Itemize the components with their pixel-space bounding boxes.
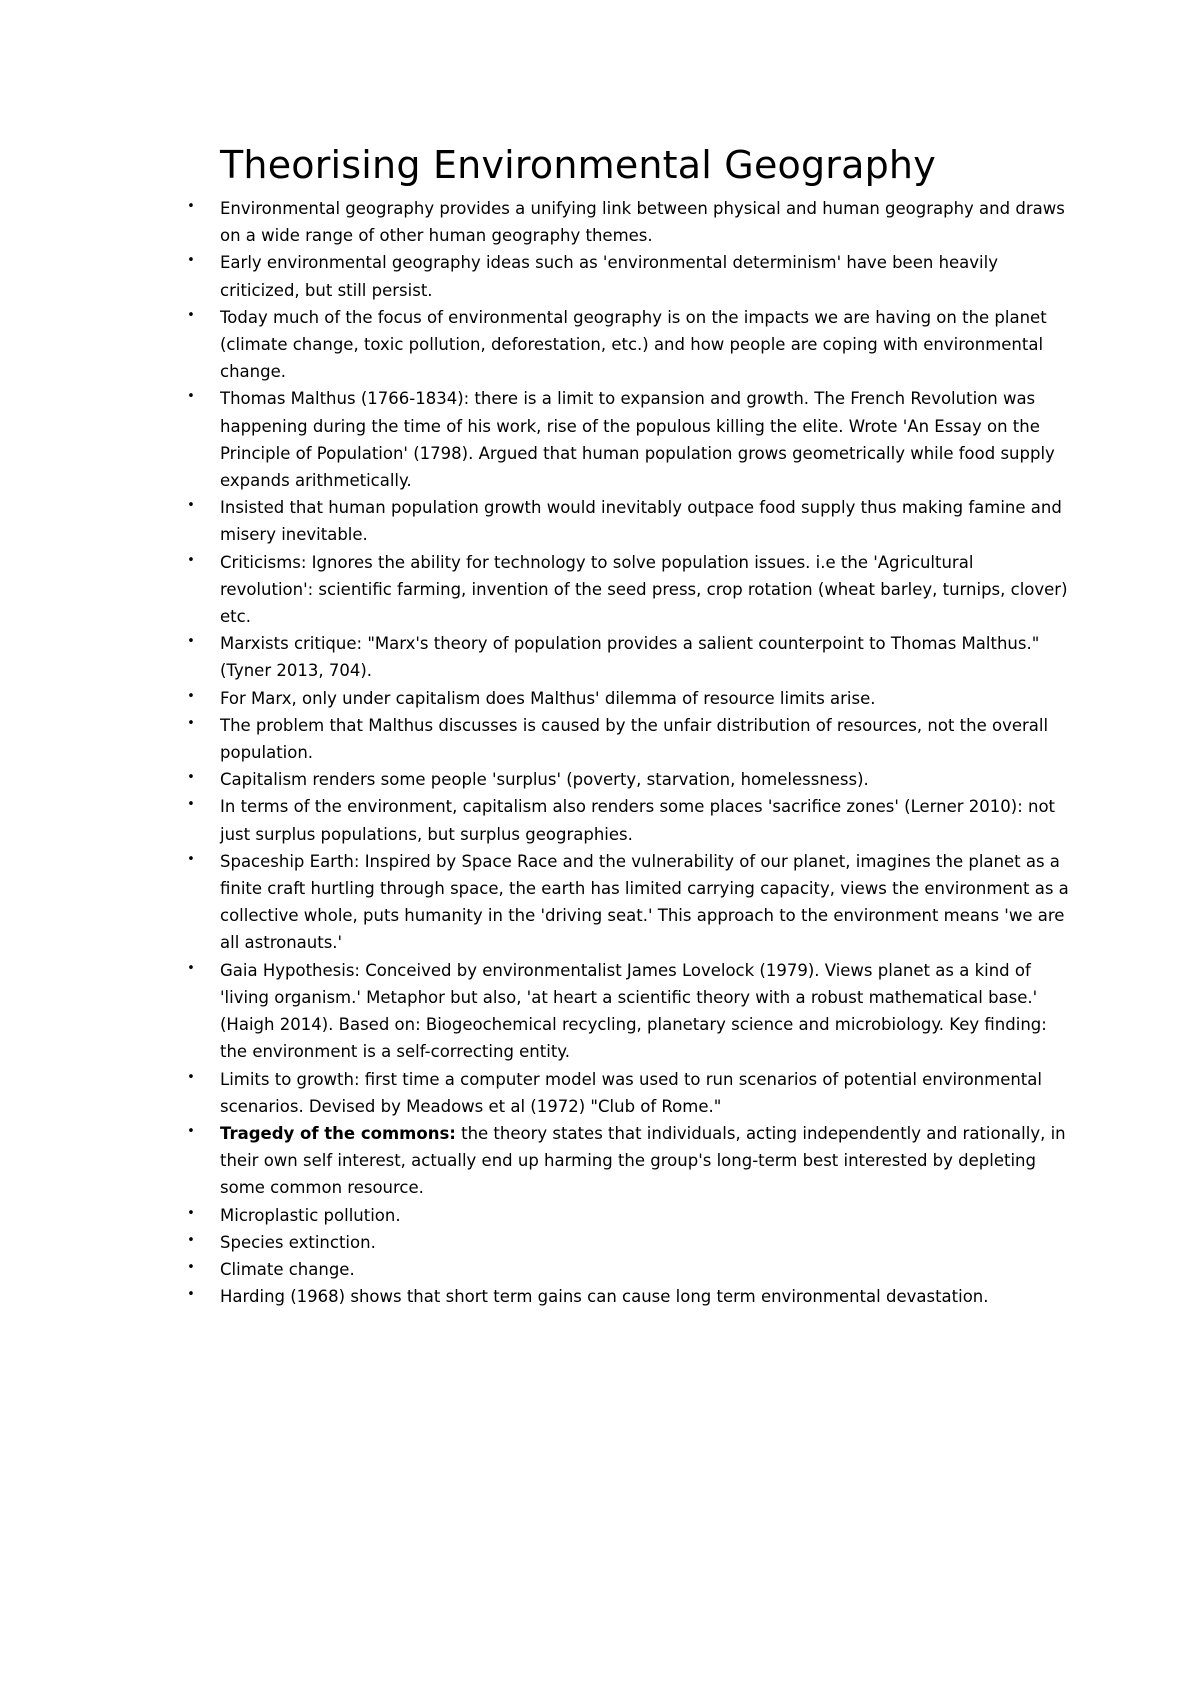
document-title: Theorising Environmental Geography <box>220 143 936 187</box>
bullet-dot-icon: • <box>187 851 195 867</box>
bullet-item <box>187 957 1070 1066</box>
bullet-text: The problem that Malthus discusses is caused by the unfair distribution of resources, not the overall population. <box>220 715 1049 763</box>
bullet-item <box>187 385 1070 494</box>
bullet-item <box>187 630 1070 684</box>
bullet-dot-icon: • <box>187 797 195 813</box>
bullet-text: Spaceship Earth: Inspired by Space Race and the vulnerability of our planet, imagines the planet as a finite craft hurtling through space, the earth has limited carrying capacity, views the environment as a collective whole, puts humanity in the 'driving seat.' This approach to the environment means 'we are all astronauts.' <box>220 851 1069 953</box>
bullet-dot-icon: • <box>187 634 195 650</box>
bullet-item <box>187 1229 1070 1256</box>
bullet-dot-icon: • <box>187 715 195 731</box>
bullet-item <box>187 793 1070 847</box>
bullet-dot-icon: • <box>187 960 195 976</box>
bullet-item <box>187 304 1070 386</box>
bullet-text: Early environmental geography ideas such as 'environmental determinism' have been heavily criticized, but still persist. <box>220 253 998 300</box>
bullet-dot-icon: • <box>187 498 195 514</box>
bullet-dot-icon: • <box>187 253 195 269</box>
bullet-dot-icon: • <box>187 1069 195 1085</box>
bullet-dot-icon: • <box>187 688 195 704</box>
bullet-item <box>187 1256 1070 1283</box>
bullet-text: Today much of the focus of environmental geography is on the impacts we are having on the planet (climate change, toxic pollution, deforestation, etc.) and how people are coping with environmental change. <box>220 307 1047 382</box>
bullet-item <box>187 712 1070 766</box>
bullet-dot-icon: • <box>187 1123 195 1139</box>
bullet-dot-icon: • <box>187 1232 195 1248</box>
bullet-item <box>187 249 1070 303</box>
bullet-text: Species extinction. <box>220 1232 376 1252</box>
bullet-lead-text: Tragedy of the commons: <box>220 1123 456 1143</box>
bullet-dot-icon: • <box>187 1287 195 1303</box>
bullet-text: Insisted that human population growth would inevitably outpace food supply thus making famine and misery inevitable. <box>220 498 1062 545</box>
bullet-text: Marxists critique: "Marx's theory of population provides a salient counterpoint to Thomas Malthus." (Tyner 2013, 704). <box>220 634 1040 681</box>
bullet-item <box>187 195 1070 249</box>
bullet-dot-icon: • <box>187 1259 195 1275</box>
bullet-text: For Marx, only under capitalism does Malthus' dilemma of resource limits arise. <box>220 688 876 708</box>
bullet-item <box>187 766 1070 793</box>
bullet-text: Limits to growth: first time a computer model was used to run scenarios of potential environmental scenarios. Devised by Meadows et al (1972) "Club of Rome." <box>220 1069 1042 1116</box>
bullet-item <box>187 1202 1070 1229</box>
bullet-item <box>187 685 1070 712</box>
bullet-text: Harding (1968) shows that short term gains can cause long term environmental devastation. <box>220 1287 989 1307</box>
bullet-dot-icon: • <box>187 552 195 568</box>
bullet-text: Thomas Malthus (1766-1834): there is a limit to expansion and growth. The French Revolution was happening during the time of his work, rise of the populous killing the elite. Wrote 'An Essay on the Principle of Population' (1798). Argued that human population grows geometrically while food supply expands arithmetically. <box>220 389 1055 491</box>
bullet-item <box>187 1283 1070 1310</box>
bullet-text: Gaia Hypothesis: Conceived by environmentalist James Lovelock (1979). Views planet as a kind of 'living organism.' Metaphor but also, 'at heart a scientific theory with a robust mathematical base.' (Haigh 2014). Based on: Biogeochemical recycling, planetary science and microbiology. Key finding: the environment is a self-correcting entity. <box>220 960 1047 1062</box>
bullet-dot-icon: • <box>187 199 195 214</box>
bullet-text: Microplastic pollution. <box>220 1205 401 1225</box>
bullet-item <box>187 848 1070 957</box>
bullet-item <box>187 1120 1070 1202</box>
bullet-list <box>187 195 1070 1310</box>
bullet-item <box>187 549 1070 631</box>
bullet-dot-icon: • <box>187 770 195 786</box>
bullet-text: Criticisms: Ignores the ability for technology to solve population issues. i.e the 'Agricultural revolution': scientific farming, invention of the seed press, crop rotation (wheat barley, turnips, clover) etc. <box>220 552 1068 627</box>
bullet-dot-icon: • <box>187 1205 195 1221</box>
bullet-dot-icon: • <box>187 389 195 405</box>
bullet-text: In terms of the environment, capitalism also renders some places 'sacrifice zones' (Lerner 2010): not just surplus populations, but surplus geographies. <box>220 797 1056 844</box>
bullet-text: the theory states that individuals, acting independently and rationally, in their own self interest, actually end up harming the group's long-term best interested by depleting some common resource. <box>220 1123 1066 1198</box>
bullet-text: Climate change. <box>220 1259 355 1279</box>
bullet-text: Capitalism renders some people 'surplus' (poverty, starvation, homelessness). <box>220 770 869 790</box>
bullet-item <box>187 494 1070 548</box>
bullet-text: Environmental geography provides a unifying link between physical and human geography and draws on a wide range of other human geography themes. <box>220 199 1065 246</box>
bullet-item <box>187 1066 1070 1120</box>
bullet-dot-icon: • <box>187 307 195 323</box>
